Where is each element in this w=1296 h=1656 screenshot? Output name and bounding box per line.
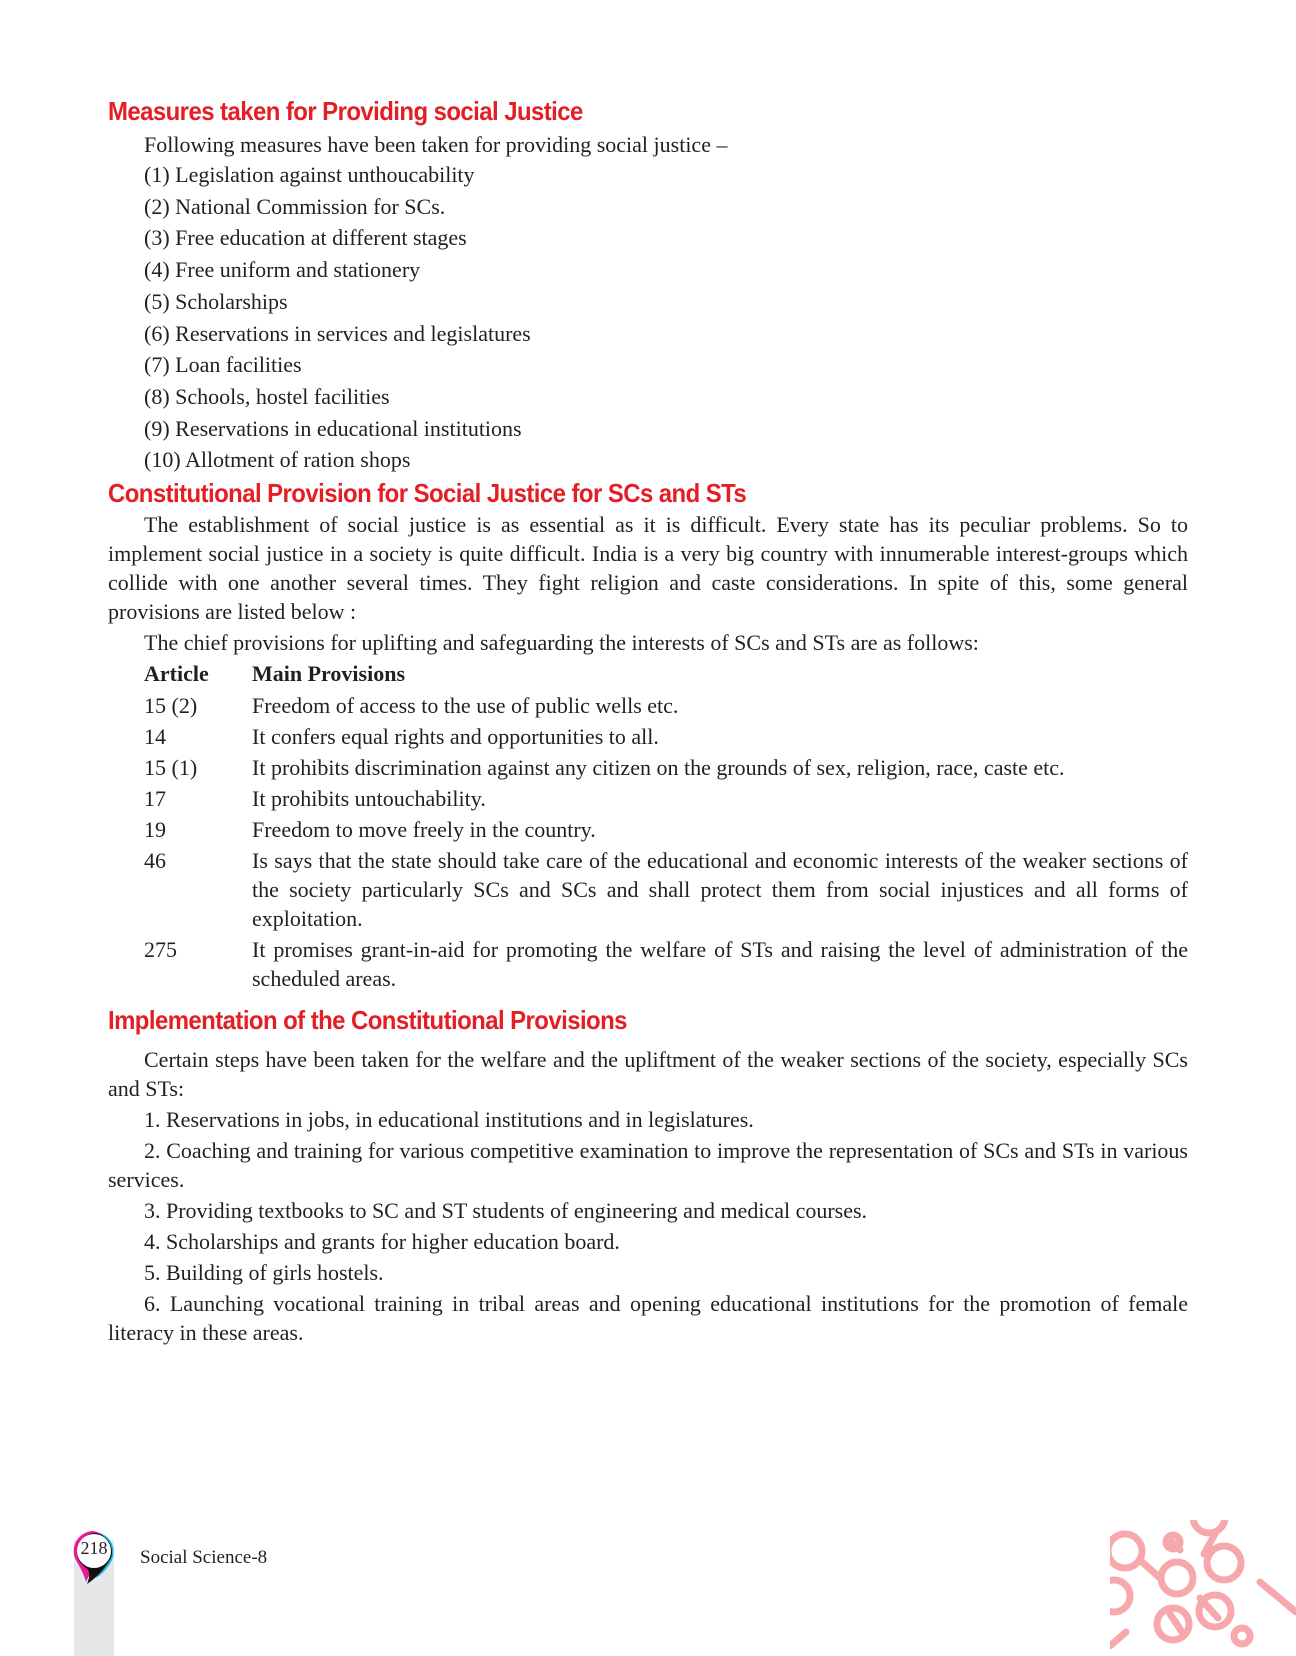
list-item: (10) Allotment of ration shops	[144, 447, 411, 473]
implementation-step: 1. Reservations in jobs, in educational institutions and in legislatures.	[144, 1107, 754, 1133]
table-row	[144, 691, 1188, 722]
article-provision: It prohibits discrimination against any citizen on the grounds of sex, religion, race, caste etc.	[252, 755, 1065, 781]
article-provision: Freedom to move freely in the country.	[252, 817, 596, 843]
implementation-step: 2. Coaching and training for various competitive examination to improve the representation of SCs and STs in various services.	[108, 1138, 1188, 1193]
table-row	[144, 784, 1188, 815]
list-item: (9) Reservations in educational institutions	[144, 415, 522, 441]
article-provision: It confers equal rights and opportunities to all.	[252, 724, 659, 750]
section-heading-constitutional-provision: Constitutional Provision for Social Justice for SCs and STs	[108, 478, 747, 509]
list-item: (4) Free uniform and stationery	[144, 257, 421, 283]
article-number: 15 (1)	[144, 755, 198, 781]
constitutional-para-1: The establishment of social justice is as essential as it is difficult. Every state has its peculiar problems. So to implement social justice in a society is quite difficult. India is a very big country with innumerable interest-groups which collide with one another several times. They fight religion and caste considerations. In spite of this, some general provisions are listed below :	[108, 512, 1188, 625]
page-content	[108, 94, 1188, 1349]
article-number: 17	[144, 786, 166, 812]
table-row	[144, 722, 1188, 753]
section-heading-measures: Measures taken for Providing social Justice	[108, 96, 583, 126]
implementation-step: 4. Scholarships and grants for higher education board.	[144, 1229, 620, 1255]
article-provision: It prohibits untouchability.	[252, 786, 486, 812]
table-header-row	[144, 659, 1188, 691]
article-number: 19	[144, 817, 166, 843]
constitutional-para-2: The chief provisions for uplifting and safeguarding the interests of SCs and STs are as follows:	[144, 630, 979, 656]
header-main-provisions: Main Provisions	[252, 661, 406, 687]
implementation-step: 6. Launching vocational training in tribal areas and opening educational institutions for the promotion of female literacy in these areas.	[108, 1291, 1188, 1346]
article-provision: Is says that the state should take care of the educational and economic interests of the weaker sections of the society particularly SCs and SCs and shall protect them from social injustices and all forms of exploitation.	[252, 848, 1188, 932]
implementation-intro: Certain steps have been taken for the welfare and the upliftment of the weaker sections of the society, especially SCs and STs:	[108, 1047, 1188, 1102]
table-row	[144, 815, 1188, 846]
list-item: (1) Legislation against unthoucability	[144, 162, 475, 187]
article-provision: It promises grant-in-aid for promoting the welfare of STs and raising the level of administration of the scheduled areas.	[252, 937, 1188, 992]
list-item: (7) Loan facilities	[144, 352, 302, 378]
measures-list	[108, 159, 1188, 476]
article-provision: Freedom of access to the use of public wells etc.	[252, 693, 679, 719]
measures-intro: Following measures have been taken for providing social justice –	[144, 132, 728, 157]
book-title: Social Science-8	[140, 1547, 268, 1568]
list-item: (2) National Commission for SCs.	[144, 193, 446, 219]
table-row	[144, 753, 1188, 784]
implementation-step: 3. Providing textbooks to SC and ST students of engineering and medical courses.	[144, 1198, 868, 1224]
article-number: 275	[144, 937, 177, 963]
list-item: (6) Reservations in services and legislatures	[144, 320, 531, 346]
implementation-step: 5. Building of girls hostels.	[144, 1260, 384, 1286]
table-row	[144, 935, 1188, 995]
section-heading-implementation: Implementation of the Constitutional Provisions	[108, 1005, 627, 1036]
table-row	[144, 846, 1188, 935]
list-item: (8) Schools, hostel facilities	[144, 383, 390, 409]
article-number: 15 (2)	[144, 693, 198, 719]
list-item: (3) Free education at different stages	[144, 225, 467, 251]
header-article: Article	[144, 661, 209, 687]
article-number: 14	[144, 724, 166, 750]
article-number: 46	[144, 848, 166, 874]
circle-molecule-decoration-icon	[1110, 1520, 1296, 1656]
list-item: (5) Scholarships	[144, 288, 288, 314]
page-number: 218	[80, 1538, 108, 1558]
articles-table	[144, 659, 1188, 995]
